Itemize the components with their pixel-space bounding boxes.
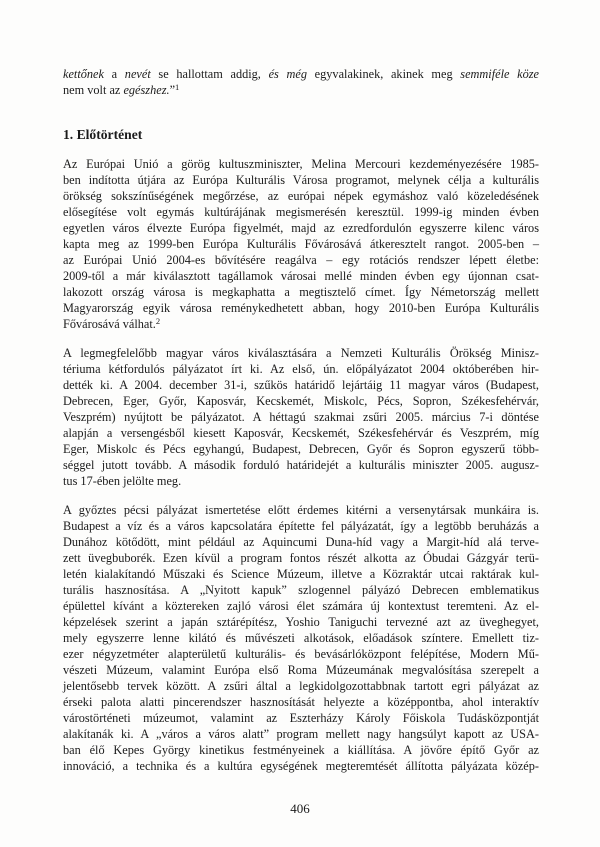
text-line — [63, 66, 539, 82]
text-segment: képzelések szerint a japán sztárépítész, Yoshio Taniguchi tervezné azt az üveghegyet, — [63, 615, 539, 629]
text-line — [63, 220, 539, 236]
text-segment: nem volt az — [63, 83, 124, 97]
text-segment: A legmegfelelőbb magyar város kiválasztására a Nemzeti Kulturális Örökség Minisz- — [63, 346, 539, 360]
text-line — [63, 441, 539, 457]
text-line — [63, 409, 539, 425]
page-number: 406 — [290, 801, 310, 816]
text-line — [63, 473, 539, 489]
text-segment: és még — [268, 67, 307, 81]
text-segment: turális hasznosítása. A „Nyitott kapuk” szlogennel pályázó Debrecen emblematikus — [63, 583, 539, 597]
text-segment: vészeti Múzeum, valamint Európa első Roma Múzeumának megvalósítása szerepelt a — [63, 663, 539, 677]
text-segment: egyvalakinek, akinek meg — [306, 67, 461, 81]
text-segment: az Európai Unió 2004-es bővítésére reagálva – egy rotációs rendszer lépett életbe: — [63, 253, 539, 267]
text-line — [63, 614, 539, 630]
text-segment: Magyarország egyik városa reménykedhetett abban, hogy 2010-ben Európa Kulturális — [63, 301, 539, 315]
text-segment: zett üvegbuborék. Ezen kívül a program fontos részét alkotta az Óbudai Gázgyár terü- — [63, 551, 539, 565]
footnote-marker: 2 — [155, 316, 161, 326]
section-heading: 1. Előtörténet — [63, 127, 143, 142]
text-segment: a — [103, 67, 125, 81]
text-segment: tériuma kétfordulós pályázatot írt ki. Az első, ún. előpályázatot 2004 októberében hir- — [63, 362, 539, 376]
text-line — [63, 518, 539, 534]
text-segment: tus 17-ében jelölte meg. — [63, 474, 182, 488]
text-line — [63, 82, 539, 98]
body-paragraphs — [63, 156, 539, 774]
text-segment: nevét — [124, 67, 151, 81]
text-column — [63, 66, 539, 787]
text-line — [63, 172, 539, 188]
text-segment: Debrecen, Eger, Győr, Kaposvár, Kecskemét, Miskolc, Pécs, Sopron, Székesfehérvár, — [63, 394, 539, 408]
text-segment: dették ki. A 2004. december 31-i, szűkös határidő lejártáig 11 magyar város (Budapest, — [63, 378, 539, 392]
text-line — [63, 268, 539, 284]
text-segment: ban élő Kepes György kinetikus festményeinek a kiállítása. A jövőre építő Győr az — [63, 743, 539, 757]
text-line — [63, 457, 539, 473]
footnote-marker: 1 — [175, 82, 180, 92]
text-line — [63, 646, 539, 662]
text-segment: séggel jutott tovább. A második forduló határidejét a kulturális miniszter 2005. augusz- — [63, 458, 539, 472]
text-line — [63, 582, 539, 598]
text-line — [63, 726, 539, 742]
text-segment: elősegítése volt egymás kultúrájának megismerésén keresztül. 1999-ig minden évben — [63, 205, 539, 219]
text-line — [63, 188, 539, 204]
text-segment: Budapest a víz és a város kapcsolatára építette fel pályázatát, így a legtöbb beruházás a — [63, 519, 539, 533]
text-line — [63, 550, 539, 566]
text-segment: jelentősebb tervek között. A zsűri által a legkidolgozottabbnak tartott egri pályázat az — [63, 679, 539, 693]
text-line — [63, 300, 539, 316]
text-line — [63, 598, 539, 614]
text-line — [63, 502, 539, 518]
text-line — [63, 758, 539, 774]
text-segment: Veszprém) nyújtott be pályázatot. A héttagú szakmai zsűri 2005. március 7-i döntése — [63, 410, 539, 424]
text-segment: alakítanák ki. A „város a város alatt” program mellett nagy hangsúlyt kapott az USA- — [63, 727, 539, 741]
opening-quote — [63, 66, 539, 98]
text-line — [63, 393, 539, 409]
body-paragraph — [63, 345, 539, 489]
text-segment: kapta meg az 1999-ben Európa Kulturális Fővárosává átkeresztelt rangot. 2005-ben – — [63, 237, 539, 251]
text-segment: letén kialakítandó Műszaki és Science Múzeum, illetve a Közraktár utcai raktárak kul- — [63, 567, 539, 581]
text-segment: egyetlen város élvezte Európa figyelmét, majd az ezredfordulón egyszerre kilenc város — [63, 221, 539, 235]
text-segment: semmiféle köze — [460, 67, 539, 81]
text-segment: épülettel kívánt a köztereken zajló városi élet számára új kontextust teremteni. Az el- — [63, 599, 539, 613]
text-segment: Az Európai Unió a görög kultuszminiszter, Melina Mercouri kezdeményezésére 1985- — [63, 157, 539, 171]
text-segment: Eger, Miskolc és Pécs egyhangú, Budapest, Debrecen, Győr és Sopron egyszerű több- — [63, 442, 539, 456]
text-segment: örökség sokszínűségének megőrzése, az európai népek egymáshoz való közeledésének — [63, 189, 539, 203]
text-line — [63, 630, 539, 646]
text-line — [63, 742, 539, 758]
text-line — [63, 694, 539, 710]
text-segment: várostörténeti múzeumot, valamint az Eszterházy Károly Főiskola Tudásközpontját — [63, 711, 539, 725]
text-line — [63, 678, 539, 694]
body-paragraph — [63, 502, 539, 774]
text-line — [63, 534, 539, 550]
text-line — [63, 252, 539, 268]
text-line — [63, 204, 539, 220]
text-segment: érseki palota alatti pincerendszer hasznosítását helyezte a középpontba, ahol interaktív — [63, 695, 539, 709]
text-segment: Dunához kötődött, mint például az Aquincumi Duna-híd vagy a Margit-híd alá terve- — [63, 535, 539, 549]
text-line — [63, 345, 539, 361]
text-line — [63, 236, 539, 252]
text-segment: A győztes pécsi pályázat ismertetése előtt érdemes kitérni a versenytársak munkáira is. — [63, 503, 539, 517]
text-segment: alapján a versengésből kiesett Kaposvár, Kecskemét, Székesfehérvár és Veszprém, míg — [63, 426, 539, 440]
text-segment: kettőnek — [63, 67, 104, 81]
text-line — [63, 377, 539, 393]
text-line — [63, 662, 539, 678]
body-paragraph — [63, 156, 539, 332]
text-line — [63, 316, 539, 332]
text-line — [63, 284, 539, 300]
text-line — [63, 156, 539, 172]
text-segment: ben indította útjára az Európa Kulturális Városa programot, melynek célja a kulturális — [63, 173, 539, 187]
text-segment: mely egyszerre lenne kilátó és művészeti alkotások, előadások színtere. Emellett tiz- — [63, 631, 539, 645]
text-segment: ” — [169, 83, 176, 97]
text-segment: Fővárosává válhat. — [63, 317, 156, 331]
text-line — [63, 566, 539, 582]
text-segment: ezer négyzetméter alapterületű kulturális- és bevásárlóközpont felépítése, Modern Mű- — [63, 647, 539, 661]
text-segment: lakozott ország városa is megkaphatta a megtisztelő címet. Így Németország mellett — [63, 285, 539, 299]
text-line — [63, 710, 539, 726]
text-segment: se hallottam addig, — [150, 67, 269, 81]
text-segment: innováció, a technika és a kultúra egységének megteremtését állította pályázata közép- — [63, 759, 539, 773]
text-segment: 2009-től a már kiválasztott tagállamok városai mellé minden évben egy újonnan csat- — [63, 269, 539, 283]
text-segment: egészhez. — [123, 83, 170, 97]
text-line — [63, 361, 539, 377]
text-line — [63, 425, 539, 441]
